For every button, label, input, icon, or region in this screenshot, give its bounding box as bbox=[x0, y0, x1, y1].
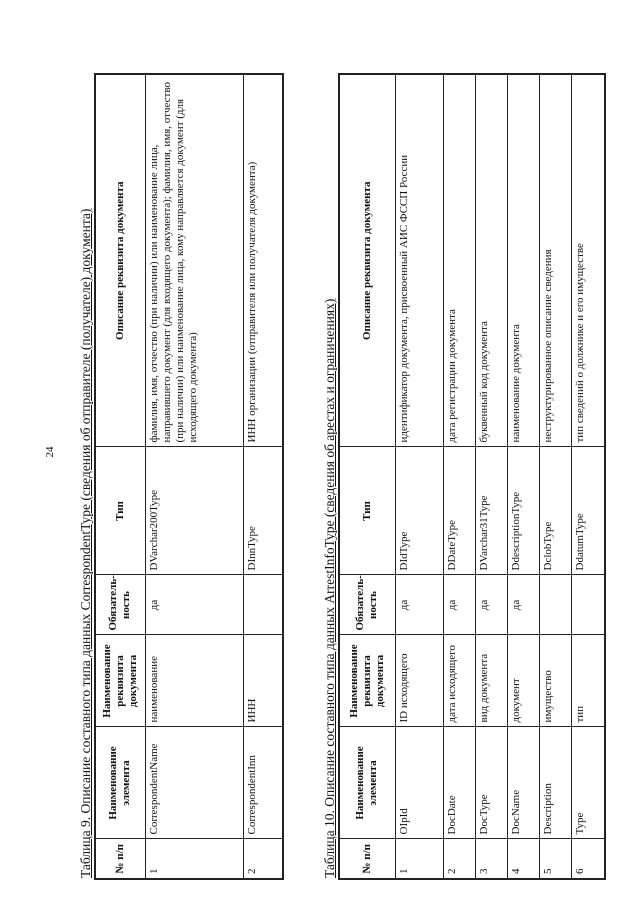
table10-header: Обязатель-ность bbox=[339, 575, 395, 635]
table10-header: Наименование реквизита документа bbox=[339, 635, 395, 727]
cell-type: DdatumType bbox=[571, 447, 605, 575]
cell-type: DInnType bbox=[243, 447, 283, 575]
table9 bbox=[94, 73, 284, 880]
table-row bbox=[475, 74, 507, 879]
cell-type: DVarchar31Type bbox=[475, 447, 507, 575]
table9-header: Наименование реквизита документа bbox=[95, 635, 145, 727]
page-number: 24 bbox=[44, 446, 56, 458]
table10-caption: Таблица 10. Описание составного типа данных ArrestInfoType (сведения об арестах и ограничениях) bbox=[322, 298, 337, 878]
cell-num: 3 bbox=[475, 839, 507, 879]
table9-header: № п/п bbox=[95, 839, 145, 879]
cell-element: Description bbox=[539, 727, 571, 839]
cell-description: дата регистрации документа bbox=[443, 74, 475, 447]
cell-description: буквенный код документа bbox=[475, 74, 507, 447]
cell-description: ИНН организации (отправителя или получателя документа) bbox=[243, 74, 283, 447]
cell-req-name: ИНН bbox=[243, 635, 283, 727]
cell-req-name: наименование bbox=[145, 635, 243, 727]
cell-description: неструктурированное описание сведения bbox=[539, 74, 571, 447]
table9-header: Тип bbox=[95, 447, 145, 575]
cell-req-name: тип bbox=[571, 635, 605, 727]
table-row bbox=[507, 74, 539, 879]
cell-element: DocType bbox=[475, 727, 507, 839]
cell-mandatory bbox=[571, 575, 605, 635]
table9-header: Описание реквизита документа bbox=[95, 74, 145, 447]
table9-header: Наименование элемента bbox=[95, 727, 145, 839]
table10 bbox=[338, 73, 606, 880]
table9-caption: Таблица 9. Описание составного типа данных CorrespondentType (сведения об отправителе (получателе) документа) bbox=[78, 208, 93, 878]
cell-req-name: имущество bbox=[539, 635, 571, 727]
cell-num: 2 bbox=[443, 839, 475, 879]
cell-mandatory bbox=[243, 575, 283, 635]
table10-header: № п/п bbox=[339, 839, 395, 879]
cell-mandatory: да bbox=[395, 575, 443, 635]
cell-num: 1 bbox=[145, 839, 243, 879]
table10-section bbox=[322, 73, 606, 880]
cell-mandatory: да bbox=[145, 575, 243, 635]
cell-num: 1 bbox=[395, 839, 443, 879]
table9-header-row bbox=[95, 74, 145, 879]
cell-element: DocDate bbox=[443, 727, 475, 839]
table9-section bbox=[78, 73, 284, 880]
cell-description: тип сведений о должнике и его имуществе bbox=[571, 74, 605, 447]
rotated-page-content bbox=[78, 75, 618, 880]
cell-type: DIdType bbox=[395, 447, 443, 575]
cell-mandatory: да bbox=[475, 575, 507, 635]
table10-header: Тип bbox=[339, 447, 395, 575]
cell-req-name: дата исходящего bbox=[443, 635, 475, 727]
cell-req-name: вид документа bbox=[475, 635, 507, 727]
table10-header-row bbox=[339, 74, 395, 879]
table-row bbox=[571, 74, 605, 879]
cell-mandatory: да bbox=[443, 575, 475, 635]
cell-type: DVarchar200Type bbox=[145, 447, 243, 575]
cell-num: 2 bbox=[243, 839, 283, 879]
cell-description: наименование документа bbox=[507, 74, 539, 447]
cell-mandatory: да bbox=[507, 575, 539, 635]
cell-element: CorrespondentName bbox=[145, 727, 243, 839]
table9-header: Обязатель-ность bbox=[95, 575, 145, 635]
table-row bbox=[443, 74, 475, 879]
cell-num: 4 bbox=[507, 839, 539, 879]
table-row bbox=[395, 74, 443, 879]
cell-num: 6 bbox=[571, 839, 605, 879]
cell-element: CorrespondentInn bbox=[243, 727, 283, 839]
cell-req-name: документ bbox=[507, 635, 539, 727]
cell-type: DDateType bbox=[443, 447, 475, 575]
table10-header: Описание реквизита документа bbox=[339, 74, 395, 447]
cell-req-name: ID исходящего bbox=[395, 635, 443, 727]
cell-type: DclobType bbox=[539, 447, 571, 575]
cell-description: идентификатор документа, присвоенный АИС ФССП России bbox=[395, 74, 443, 447]
cell-element: Type bbox=[571, 727, 605, 839]
table-row bbox=[243, 74, 283, 879]
table-row bbox=[539, 74, 571, 879]
cell-mandatory bbox=[539, 575, 571, 635]
cell-num: 5 bbox=[539, 839, 571, 879]
cell-element: DocName bbox=[507, 727, 539, 839]
cell-type: DdescriptionType bbox=[507, 447, 539, 575]
table10-header: Наименование элемента bbox=[339, 727, 395, 839]
cell-element: OIpId bbox=[395, 727, 443, 839]
cell-description: фамилия, имя, отчество (при наличии) или наименование лица, направившего документ (для входящего документа); фамилия, имя, отчество (при наличии) или наименование лица, кому направляется документ (для исходящего документа) bbox=[145, 74, 243, 447]
table-row bbox=[145, 74, 243, 879]
